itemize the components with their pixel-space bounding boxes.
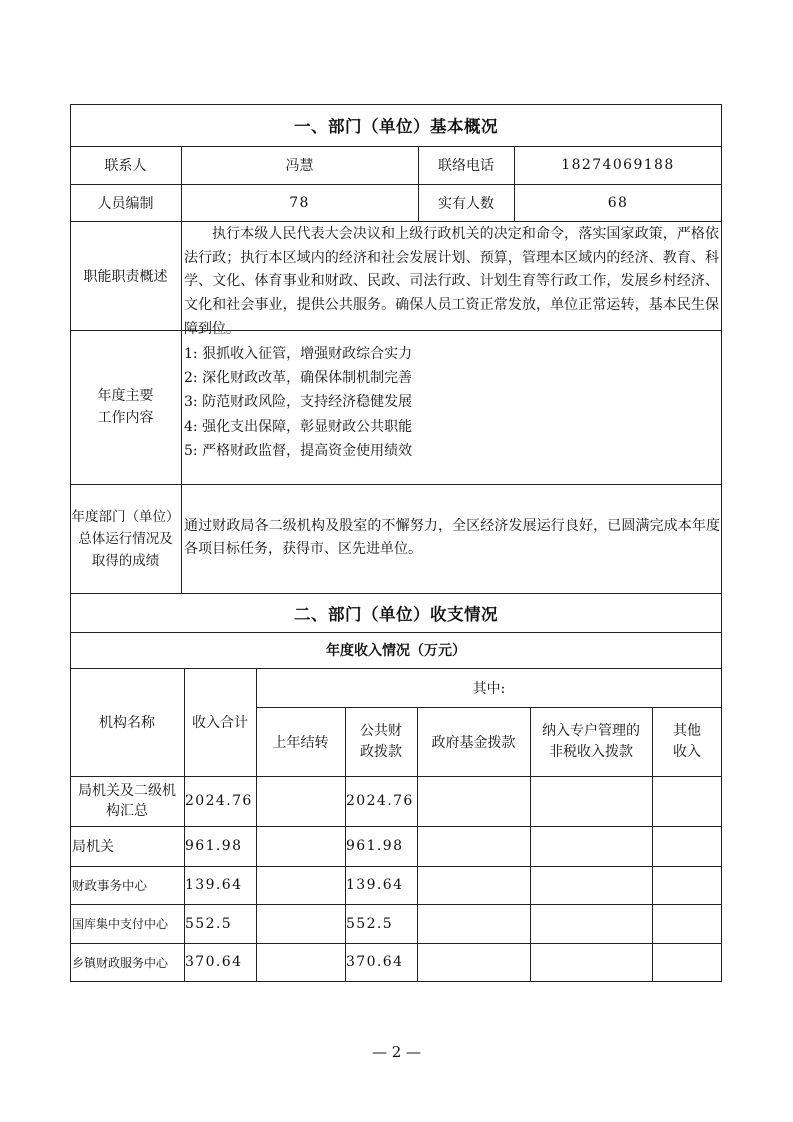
nontax-cell [530,904,652,943]
total-cell: 139.64 [185,877,243,893]
work-label [70,330,181,484]
total-cell: 961.98 [185,838,243,854]
work-label-line1: 年度主要 [97,388,154,404]
fund-cell [417,904,530,943]
work-items [184,342,412,463]
org-name: 局机关 [72,839,114,855]
col-header-nontax-line1: 纳入专户管理的 [542,722,640,739]
results-label-line2: 总体运行情况及 [78,530,173,547]
duties-label: 职能职责概述 [83,268,168,285]
col-header-public-line2: 政拨款 [360,743,402,760]
carryover-cell [256,943,345,981]
table-caption: 年度收入情况（万元） [326,643,466,659]
nontax-cell [530,943,652,981]
public-cell: 961.98 [346,838,404,854]
total-cell: 2024.76 [185,793,253,809]
col-header-other-line1: 其他 [673,722,701,739]
col-header-org: 机构名称 [99,715,155,731]
actual-value: 68 [607,194,629,211]
page-number: — 2 — [371,1043,422,1061]
col-header-total: 收入合计 [192,715,248,731]
col-header-carryover: 上年结转 [272,734,329,751]
work-item: 5: 严格财政监督，提高资金使用绩效 [184,442,413,459]
col-header-fund: 政府基金拨款 [431,734,516,751]
nontax-cell [530,776,652,826]
col-header-nontax-line2: 非税收入拨款 [549,743,633,760]
phone-label: 联络电话 [438,158,494,174]
nontax-cell [530,866,652,904]
results-text: 通过财政局各二级机构及股室的不懈努力，全区经济发展运行良好，已圆满完成本年度各项目标任务，获得市、区先进单位。 [184,518,720,557]
public-cell: 139.64 [346,877,404,893]
carryover-cell [256,904,345,943]
phone-value: 18274069188 [561,157,675,173]
carryover-cell [256,776,345,826]
table-row-org [70,776,184,826]
org-name: 财政事务中心 [72,878,148,893]
actual-label: 实有人数 [438,195,494,212]
results-label-line1: 年度部门（单位） [71,508,180,525]
results-label [70,484,181,593]
total-cell: 552.5 [185,915,233,932]
fund-cell [417,943,530,981]
section-title: 一、部门（单位）基本概况 [294,117,498,136]
org-name: 国库集中支付中心 [72,917,169,931]
carryover-cell [256,826,345,866]
nontax-cell [530,826,652,866]
results-label-line3: 取得的成绩 [91,552,160,569]
org-name-line1: 局机关及二级机 [78,783,176,799]
contact-label: 联系人 [104,158,147,174]
staff-label: 人员编制 [97,195,154,212]
work-item: 1: 狠抓收入征管，增强财政综合实力 [184,346,413,362]
org-name-line2: 构汇总 [106,803,148,819]
contact-value: 冯慧 [285,158,314,174]
col-header-other-line2: 收入 [673,743,701,760]
fund-cell [417,776,530,826]
public-cell: 552.5 [346,915,394,932]
duties-text: 执行本级人民代表大会决议和上级行政机关的决定和命令，落实国家政策，严格依法行政；执行本区域内的经济和社会发展计划、预算，管理本区域内的经济、教育、科学、文化、体育事业和财政、民政、司法行政、计划生育等行政工作，发展乡村经济、文化和社会事业，提供公共服务。确保人员工资正常发放，单位正常运转，基本民生保障到位。 [184,226,719,337]
fund-cell [417,826,530,866]
work-item: 3: 防范财政风险，支持经济稳健发展 [184,394,413,411]
public-cell: 370.64 [346,954,404,970]
col-header-of-which: 其中: [472,680,506,697]
work-item: 2: 深化财政改革，确保体制机制完善 [184,370,413,387]
col-header-public [345,707,417,776]
fund-cell [417,866,530,904]
other-cell [652,904,722,943]
public-cell: 2024.76 [346,793,414,809]
col-header-public-line1: 公共财 [360,722,402,739]
section-title: 二、部门（单位）收支情况 [294,604,498,624]
carryover-cell [256,866,345,904]
org-name: 乡镇财政服务中心 [72,955,169,970]
col-header-nontax [530,707,652,776]
other-cell [652,943,722,981]
work-label-line2: 工作内容 [97,410,154,426]
work-item: 4: 强化支出保障，彰显财政公共职能 [184,418,413,435]
staff-value: 78 [289,194,310,211]
total-cell: 370.64 [185,954,243,970]
col-header-other [652,707,722,776]
other-cell [652,866,722,904]
other-cell [652,776,722,826]
other-cell [652,826,722,866]
